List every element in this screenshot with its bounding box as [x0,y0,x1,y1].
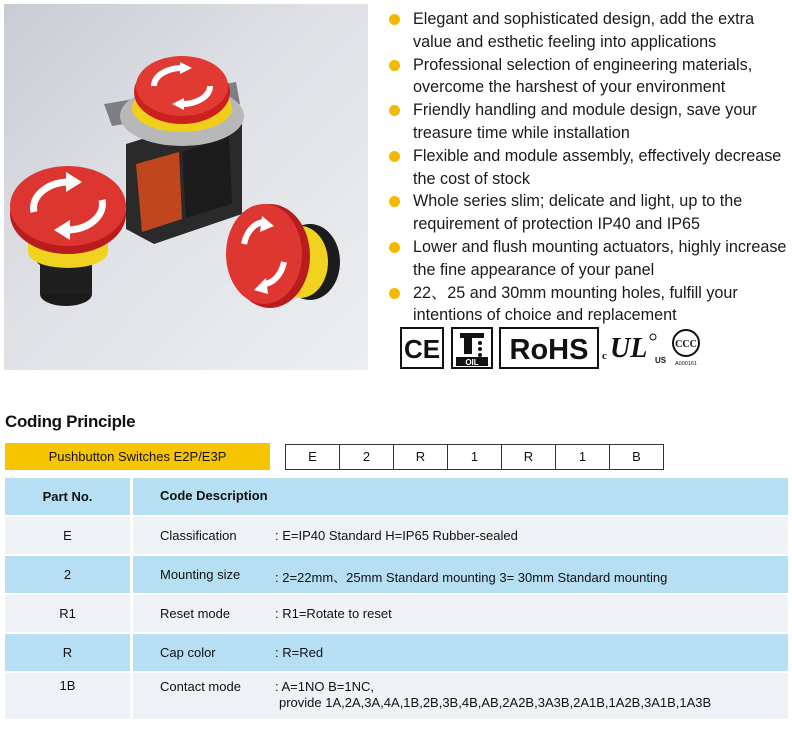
ce-text: CE [403,334,441,364]
ce-mark-icon [401,328,443,368]
code-box: 1 [556,445,610,469]
description-text [275,679,711,711]
code-boxes [285,444,664,470]
header-code-description [133,478,788,515]
description-cell [133,517,788,554]
part-cell: E [5,517,130,554]
part-cell: 2 [5,556,130,593]
description-cell [133,595,788,632]
svg-text:US: US [655,356,667,365]
svg-text:c: c [602,350,607,362]
part-cell: 1B [5,673,130,719]
feature-item: Elegant and sophisticated design, add the extra value and esthetic feeling into applications [388,8,788,54]
coding-table [5,478,788,721]
description-line-2: provide 1A,2A,3A,4A,1B,2B,3B,4B,AB,2A2B,3A3B,2A1B,1A2B,3A1B,1A3B [279,695,712,710]
description-text: : R1=Rotate to reset [275,606,392,621]
svg-text:UL: UL [610,333,648,364]
svg-text:A000161: A000161 [674,361,698,367]
code-box: 2 [340,445,394,469]
header-code-description-label: Code Description [160,488,268,503]
category-label: Mounting size [160,567,241,582]
part-cell: R [5,634,130,671]
description-text: : 2=22mm、25mm Standard mounting 3= 30mm Standard mounting [275,570,668,585]
left-switch [10,166,126,306]
product-photo [4,4,368,370]
ccc-mark-icon [673,330,699,367]
feature-item: Flexible and module assembly, effectively decrease the cost of stock [388,145,788,191]
feature-item: Friendly handling and module design, save your treasure time while installation [388,99,788,145]
description-cell [133,673,788,719]
code-box: 1 [448,445,502,469]
ul-mark-icon [602,333,667,365]
product-type-label: Pushbutton Switches E2P/E3P [5,443,270,470]
table-row [5,673,788,719]
code-box: R [394,445,448,469]
rohs-icon [500,328,598,368]
table-row [5,517,788,554]
table-row [5,634,788,671]
category-label: Reset mode [160,606,231,621]
feature-item: 22、25 and 30mm mounting holes, fulfill your intentions of choice and replacement [388,282,788,328]
category-label: Cap color [160,645,216,660]
right-switch [226,204,340,308]
description-text: : E=IP40 Standard H=IP65 Rubber-sealed [275,528,518,543]
rohs-text: RoHS [509,334,589,366]
category-label: Contact mode [160,679,241,694]
description-line-1: : A=1NO B=1NC, [275,679,374,694]
category-label: Classification [160,528,237,543]
header-part-no: Part No. [5,478,130,515]
oil-text: OIL [465,358,479,367]
oil-resistant-icon [452,328,492,368]
description-cell [133,634,788,671]
description-cell [133,556,788,593]
feature-item: Whole series slim; delicate and light, up to the requirement of protection IP40 and IP65 [388,190,788,236]
certification-logos [400,325,710,369]
table-header-row [5,478,788,515]
table-row [5,595,788,632]
code-box: E [286,445,340,469]
feature-item: Professional selection of engineering materials, overcome the harshest of your environment [388,54,788,100]
code-box: R [502,445,556,469]
feature-item: Lower and flush mounting actuators, highly increase the fine appearance of your panel [388,236,788,282]
code-box: B [632,449,641,464]
table-row [5,556,788,593]
section-heading: Coding Principle [5,412,136,431]
svg-text:CCC: CCC [675,339,697,350]
part-cell: R1 [5,595,130,632]
feature-list [388,8,788,327]
description-text: : R=Red [275,645,324,660]
